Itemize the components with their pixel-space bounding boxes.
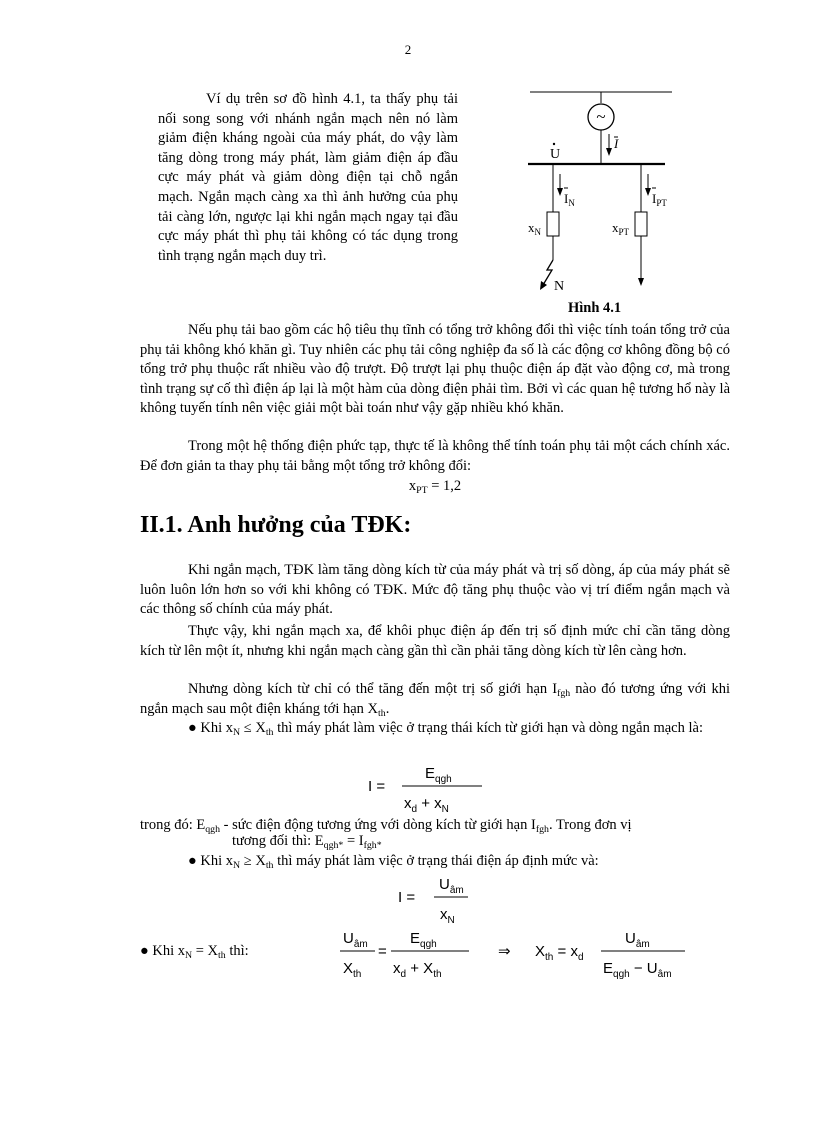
svg-text:Xth: $X_{th}$ <box>343 960 362 980</box>
resistor-xN <box>547 212 559 236</box>
load-arrow-icon <box>638 278 644 286</box>
svg-text:I =: I = <box>368 778 386 795</box>
svg-text:xd + xN: $x_d + x_N$ <box>404 795 449 815</box>
label-N: N <box>554 279 565 294</box>
label-xPT: $x_{PT}$ <box>612 220 630 237</box>
label-xN: $x_N$ <box>528 220 541 237</box>
svg-text:Uâm: $U_{âm}$ <box>439 876 464 896</box>
paragraph-limit: Nhưng dòng kích từ chỉ có thể tăng đến một trị số giới hạn $I_{fgh}$ nào đó tương ứng với khi ngắn mạch sau một điện kháng tới hạn $X_{th}$. <box>140 681 730 719</box>
section-heading: II.1. Anh hưởng của TĐK: <box>140 512 412 538</box>
xpt-equation: $x_{PT} = 1,2$ <box>408 478 462 496</box>
bullet-2: ● Khi $x_N \ge X_{th}$ thì máy phát làm việc ở trạng thái điện áp định mức và: <box>188 853 599 871</box>
paragraph-complex: Trong một hệ thống điện phức tạp, thực tế là không thể tính toán phụ tải một cách chính xác. Để đơn giản ta thay phụ tải bằng một tổng trở không đổi: <box>140 438 730 474</box>
bullet-1: ● Khi $x_N \le X_{th}$ thì máy phát làm việc ở trạng thái kích từ giới hạn và dòng ngắn mạch là: <box>188 720 703 738</box>
svg-text:Eqgh: $E_{qgh}$ <box>410 930 437 950</box>
svg-text:⇒: ⇒ <box>498 942 511 960</box>
svg-text:Eqgh − Uâm: $E_{qgh} - U_{âm}$ <box>603 960 672 980</box>
bullet-3: ● Khi $x_N = X_{th}$ thì: <box>140 943 249 961</box>
label-U: U <box>550 147 561 162</box>
figure-caption: Hình 4.1 <box>568 300 622 316</box>
resistor-xPT <box>635 212 647 236</box>
svg-text:=: = <box>378 943 387 960</box>
bullet-icon: ● <box>188 853 197 869</box>
equation-3 <box>335 922 695 980</box>
where-line: trong đó: $E_{qgh}$ - sức điện động tương ứng với dòng kích từ giới hạn $I_{fgh}$. Trong đơn vị <box>140 817 632 835</box>
equation-1 <box>360 757 500 815</box>
svg-text:Eqgh: $E_{qgh}$ <box>425 765 452 785</box>
svg-text:xN: $x_N$ <box>440 906 455 926</box>
generator-symbol: ~ <box>596 107 606 126</box>
circuit-diagram <box>520 88 685 300</box>
svg-text:xd + Xth: $x_d + X_{th}$ <box>393 960 442 980</box>
equation-2 <box>390 868 480 926</box>
svg-text:Xth = xd: $X_{th} = x_d$ <box>535 943 584 963</box>
paragraph-far: Thực vậy, khi ngắn mạch xa, để khôi phục điện áp đến trị số định mức chỉ cần tăng dòng kích từ lên một ít, nhưng khi ngắn mạch càng gần thì cần phải tăng dòng kích từ lên càng hơn. <box>140 623 730 659</box>
label-I: I <box>614 136 619 151</box>
intro-paragraph: Ví dụ trên sơ đồ hình 4.1, ta thấy phụ tải nối song song với nhánh ngắn mạch nên nó làm giảm điện kháng ngoài của máy phát, do vậy làm tăng dòng trong máy phát, làm giảm điện áp đầu cực máy phát và giảm dòng điện tại chỗ ngắn mạch. Ngắn mạch càng xa thì ảnh hưởng của phụ tải càng lớn, ngược lại khi ngắn mạch ngay tại đầu cực máy phát thì phụ tải không có tác dụng trong tình trạng ngắn mạch duy trì. <box>158 91 458 264</box>
where-line-2: tương đối thì: $E_{qgh*} = I_{fgh*}$ <box>232 833 382 851</box>
label-IPT: $I_{PT}$ <box>652 191 667 208</box>
label-IN: $I_N$ <box>564 191 575 208</box>
paragraph-tdk: Khi ngắn mạch, TĐK làm tăng dòng kích từ của máy phát và trị số dòng, áp của máy phát sẽ luôn luôn lớn hơn so với khi không có TĐK. Mức độ tăng phụ thuộc vào vị trí điểm ngắn mạch và các thông số chính của máy phát. <box>140 562 730 618</box>
svg-text:Uâm: $U_{âm}$ <box>625 930 650 950</box>
bullet-icon: ● <box>188 720 197 736</box>
svg-text:Uâm: $U_{âm}$ <box>343 930 368 950</box>
paragraph-load: Nếu phụ tải bao gồm các hộ tiêu thụ tĩnh có tổng trở không đổi thì việc tính toán tổng trở của phụ tải không khó khăn gì. Tuy nhiên các phụ tải công nghiệp đa số là các động cơ không đồng bộ có tổng trở phụ thuộc rất nhiều vào độ trượt. Độ trượt lại phụ thuộc điện áp đặt vào động cơ, mà trong tình trạng sự cố thì điện áp lại là một hàm của dòng điện phải tìm. Bởi vì các quan hệ tương hổ này là không tuyến tính nên việc giải một bài toán như vậy gặp nhiều khó khăn. <box>140 322 730 417</box>
fault-arrow-icon <box>543 260 553 285</box>
svg-text:I =: I = <box>398 889 416 906</box>
page-number: 2 <box>404 42 412 57</box>
bullet-icon: ● <box>140 943 149 959</box>
